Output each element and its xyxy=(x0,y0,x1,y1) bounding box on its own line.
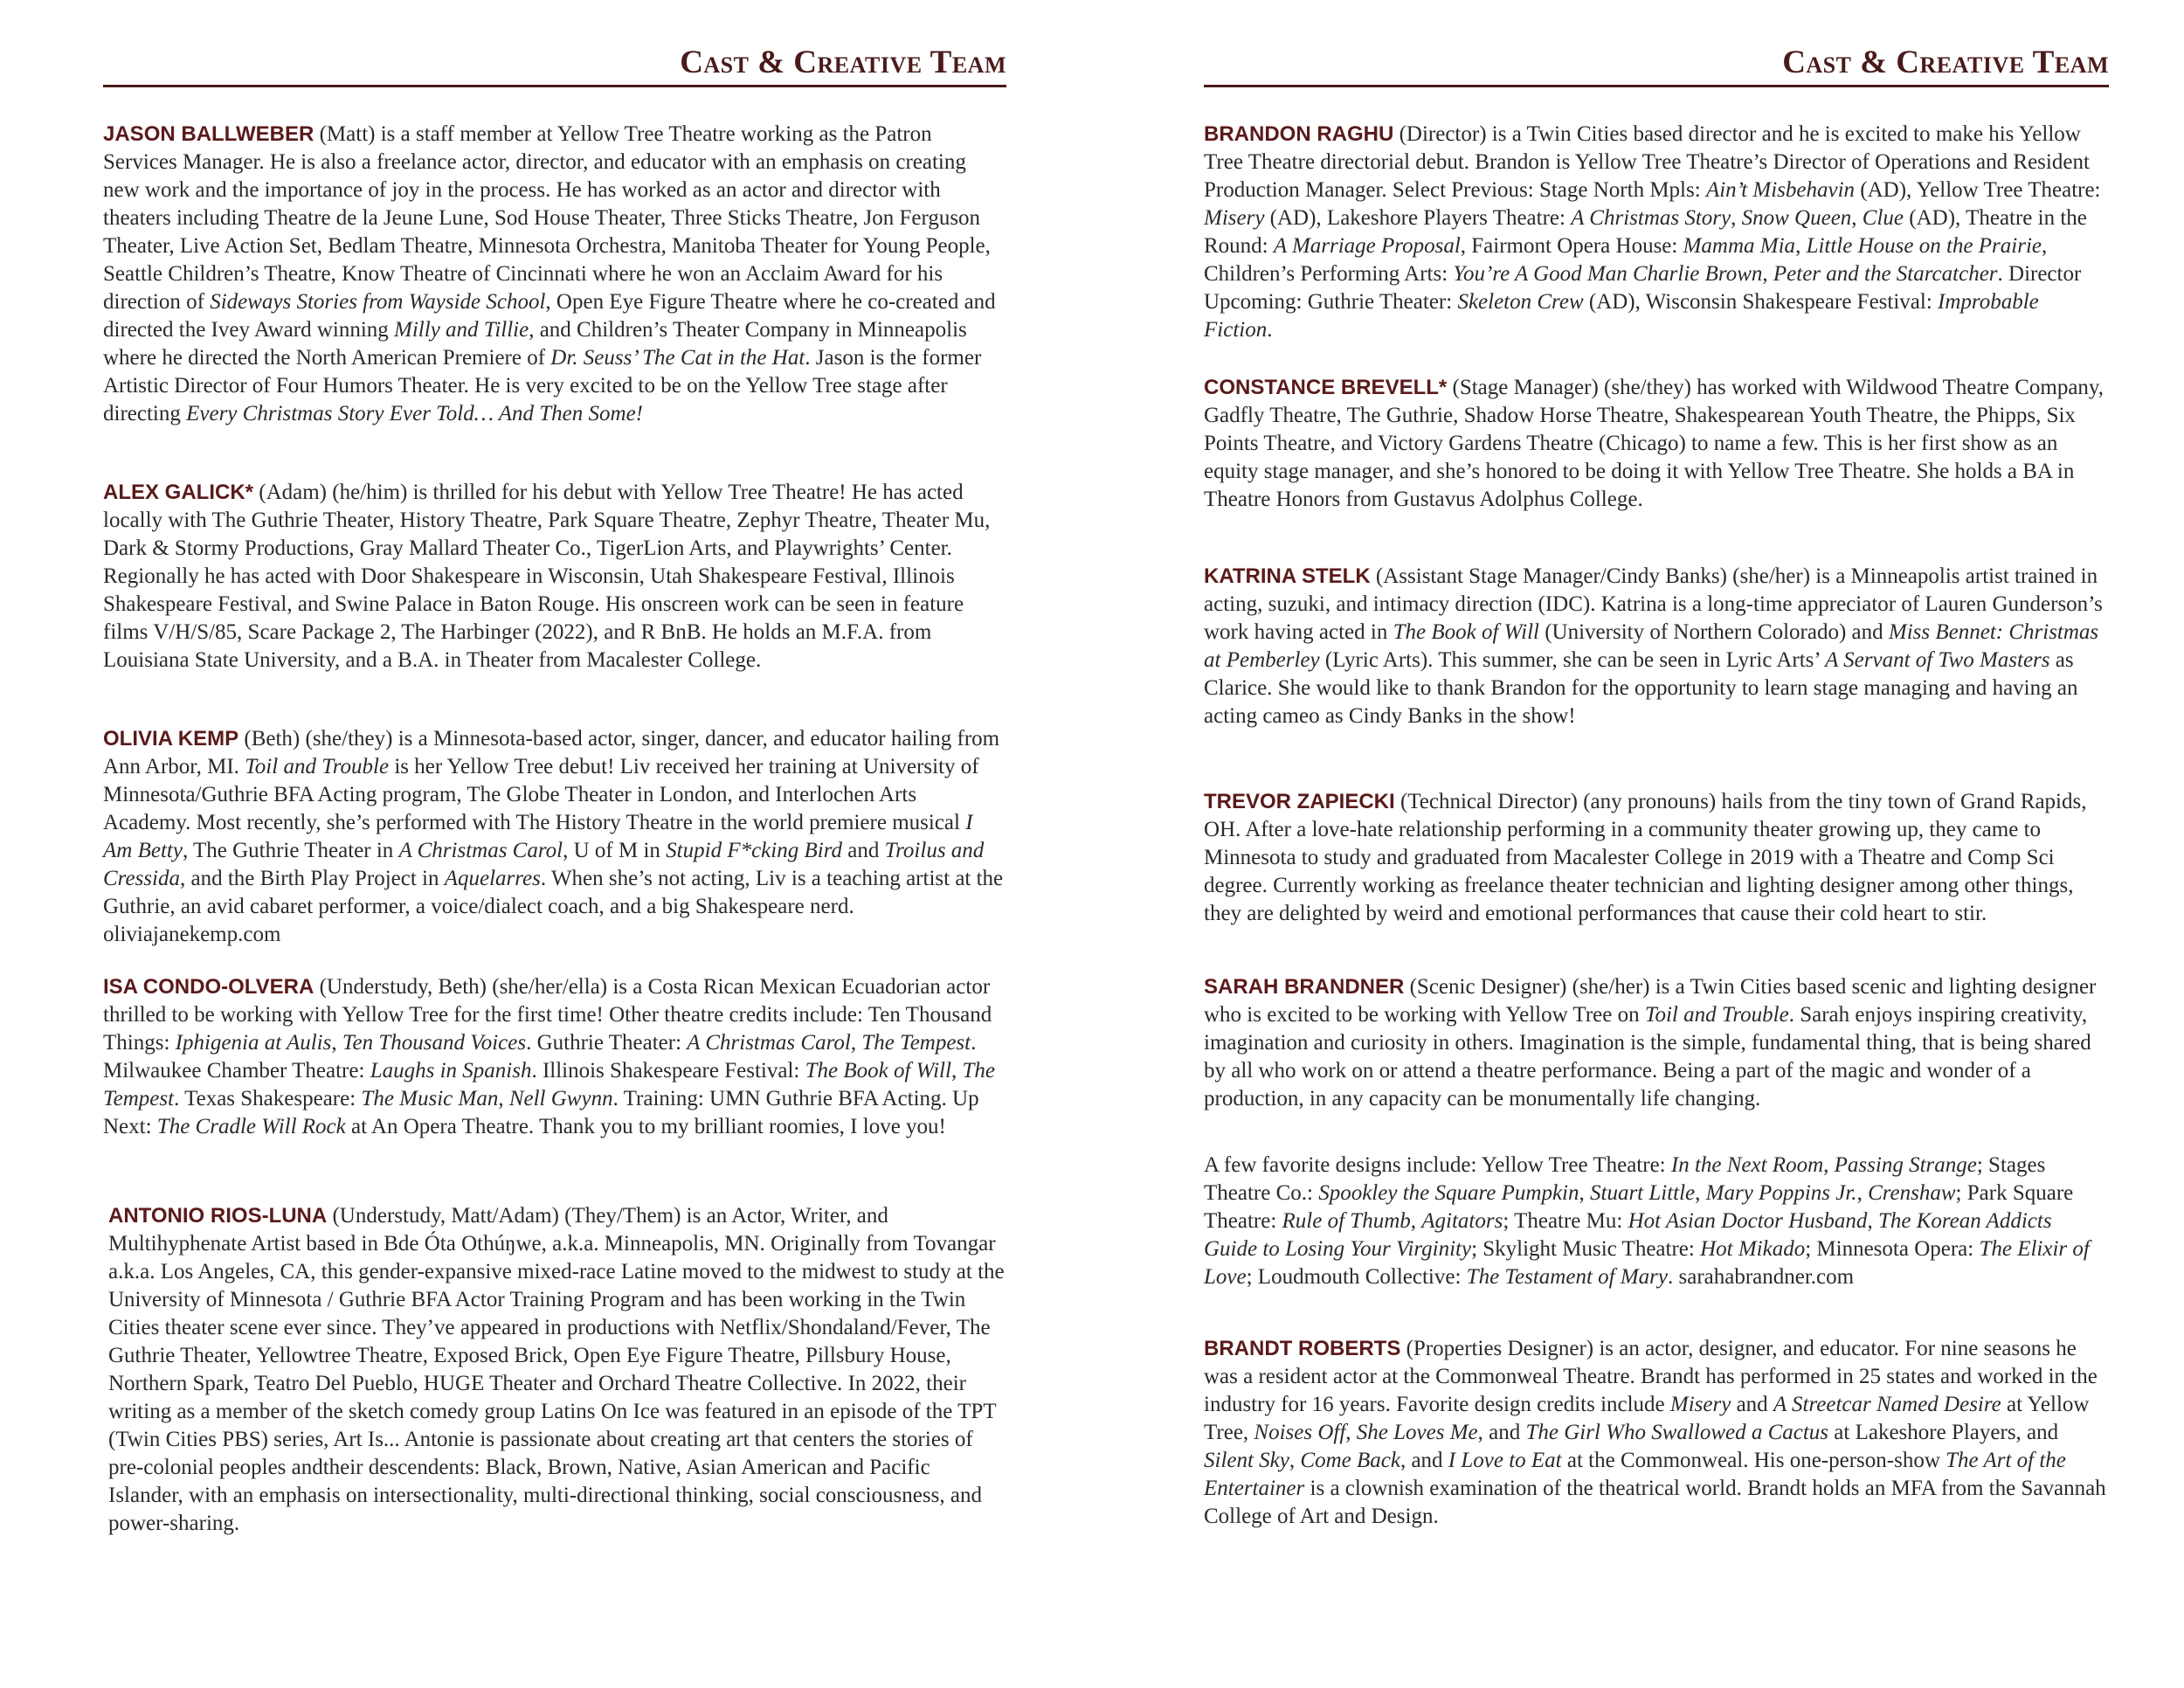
work-title: She Loves Me xyxy=(1356,1421,1478,1444)
bio-text: . Director Upcoming: Guthrie Theater: xyxy=(1204,262,2082,314)
bio-text: and xyxy=(842,839,885,862)
work-title: The Art of the Entertainer xyxy=(1204,1449,2066,1500)
work-title: Misery xyxy=(1204,206,1265,230)
work-title: The Girl Who Swallowed a Cactus xyxy=(1525,1421,1829,1444)
work-title: Troilus and Cressida xyxy=(103,839,985,890)
bio-text: and xyxy=(1731,1393,1773,1416)
work-title: Toil and Trouble xyxy=(1644,1003,1789,1027)
work-title: Mamma Mia xyxy=(1683,234,1796,258)
work-title: The Music Man xyxy=(361,1087,499,1110)
work-title: Misery xyxy=(1669,1393,1731,1416)
work-title: Passing Strange xyxy=(1834,1153,1977,1177)
cast-name: ALEX GALICK* xyxy=(103,481,254,504)
bio-text: (Stage Manager) (she/they) has worked with Wildwood Theatre Company, Gadfly Theatre, The Guthrie, Shadow Horse Theatre, Shakespearean Youth Theatre, the Phipps, Six Points Theatre, and Victory Gardens Theatre (Chicago) to name a few. This is her first show as an equity stage manager, and she’s honored to be doing it with Yellow Tree Theatre. She holds a BA in Theatre Honors from Gustavus Adolphus College. xyxy=(1204,376,2105,511)
work-title: A Christmas Carol, The Tempest xyxy=(687,1031,971,1055)
bio-text: (Assistant Stage Manager/Cindy Banks) (she/her) is a Minneapolis artist trained in acting, suzuki, and intimacy direction (IDC). Katrina is a long-time appreciator of Lauren Gunderson’s work having acted in xyxy=(1204,564,2103,644)
bio-text: , Fairmont Opera House: xyxy=(1460,234,1683,258)
work-title: Spookley the Square Pumpkin xyxy=(1318,1181,1579,1205)
work-title: Every Christmas Story Ever Told… And Then Some! xyxy=(186,402,643,425)
bio-text: (Technical Director) (any pronouns) hails from the tiny town of Grand Rapids, OH. After a love-hate relationship performing in a community theater growing up, they came to Minnesota to study and graduated from Macalester College in 2019 with a Theatre and Comp Sci degree. Currently working as freelance theater technician and lighting designer among other things, they are delighted by weird and emotional performances that cause their cold heart to stir. xyxy=(1204,790,2087,925)
bio-constance-brevell xyxy=(1204,374,2109,514)
work-title: The Tempest xyxy=(103,1059,995,1110)
cast-name: KATRINA STELK xyxy=(1204,564,1371,588)
bio-text: , and xyxy=(1400,1449,1448,1472)
work-title: Clue xyxy=(1862,206,1904,230)
bio-text: , xyxy=(331,1031,342,1055)
bio-text: (Properties Designer) is an actor, designer, and educator. For nine seasons he was a resident actor at the Commonweal Theatre. Brandt has performed in 25 states and worked in the industry for 16 years. Favorite design credits include xyxy=(1204,1337,2098,1416)
bio-text: , xyxy=(1823,1153,1835,1177)
bio-text: . Training: UMN Guthrie BFA Acting. Up Next: xyxy=(103,1087,979,1138)
bio-text: , xyxy=(1410,1209,1422,1233)
work-title: Agitators xyxy=(1421,1209,1503,1233)
work-title: A Christmas Carol xyxy=(398,839,563,862)
bio-isa-condo-olvera xyxy=(103,973,1006,1141)
work-title: Little House on the Prairie xyxy=(1806,234,2042,258)
bio-text: at the Commonweal. His one-person-show xyxy=(1561,1449,1946,1472)
work-title: Hot Asian Doctor Husband xyxy=(1628,1209,1868,1233)
work-title: A Christmas Story xyxy=(1571,206,1731,230)
bio-text: . sarahabrandner.com xyxy=(1668,1265,1855,1289)
bio-sarah-brandner-designs xyxy=(1204,1152,2109,1291)
bio-text: , xyxy=(1731,206,1742,230)
bio-text: (Beth) (she/they) is a Minnesota-based actor, singer, dancer, and educator hailing from Ann Arbor, MI. xyxy=(103,727,1000,778)
bio-text: (AD), Lakeshore Players Theatre: xyxy=(1264,206,1572,230)
bio-text: (AD), Theatre in the Round: xyxy=(1204,206,2087,258)
bio-text: , xyxy=(1795,234,1807,258)
bio-text: (Scenic Designer) (she/her) is a Twin Cities based scenic and lighting designer who is excited to be working with Yellow Tree on xyxy=(1204,975,2097,1027)
left-page xyxy=(103,0,1006,1688)
bio-katrina-stelk xyxy=(1204,563,2109,730)
work-title: Toil and Trouble xyxy=(245,755,390,778)
work-title: Laughs in Spanish xyxy=(370,1059,532,1083)
work-title: Sideways Stories from Wayside School xyxy=(210,290,546,314)
bio-text: , and xyxy=(1477,1421,1526,1444)
work-title: Stuart Little xyxy=(1590,1181,1696,1205)
bio-text: (Adam) (he/him) is thrilled for his debut with Yellow Tree Theatre! He has acted locally with The Guthrie Theater, History Theatre, Park Square Theatre, Zephyr Theatre, Theater Mu, Dark & Stormy Productions, Gray Mallard Theater Co., TigerLion Arts, and Playwrights’ Center. Regionally he has acted with Door Shakespeare in Wisconsin, Utah Shakespeare Festival, Illinois Shakespeare Festival, and Swine Palace in Baton Rouge. His onscreen work can be seen in feature films V/H/S/85, Scare Package 2, The Harbinger (2022), and R BnB. He holds an M.F.A. from Louisiana State University, and a B.A. in Theater from Macalester College. xyxy=(103,481,991,672)
bio-text: , xyxy=(1762,262,1773,286)
bio-text: ; Theatre Mu: xyxy=(1503,1209,1628,1233)
bio-text: . Texas Shakespeare: xyxy=(174,1087,362,1110)
bio-text: , The Guthrie Theater in xyxy=(182,839,399,862)
cast-name: CONSTANCE BREVELL* xyxy=(1204,376,1448,399)
work-title: Peter and the Starcatcher xyxy=(1773,262,1998,286)
work-title: The Cradle Will Rock xyxy=(156,1115,346,1138)
page-title: Cast & Creative Team xyxy=(1782,45,2109,80)
cast-name: TREVOR ZAPIECKI xyxy=(1204,790,1395,813)
bio-text: at Yellow Tree, xyxy=(1204,1393,2090,1444)
bio-text: . Illinois Shakespeare Festival: xyxy=(531,1059,805,1083)
bio-text: . Jason is the former Artistic Director of Four Humors Theater. He is very excited to be on the Yellow Tree stage after directing xyxy=(103,346,982,425)
work-title: A Marriage Proposal xyxy=(1273,234,1461,258)
bio-text: , Open Eye Figure Theatre where he co-created and directed the Ivey Award winning xyxy=(103,290,996,342)
work-title: Skeleton Crew xyxy=(1457,290,1584,314)
work-title: Come Back xyxy=(1300,1449,1400,1472)
bio-text: . Milwaukee Chamber Theatre: xyxy=(103,1031,977,1083)
bio-text: (AD), Yellow Tree Theatre: xyxy=(1855,178,2101,202)
work-title: I Am Betty xyxy=(103,811,973,862)
cast-name: ISA CONDO-OLVERA xyxy=(103,975,314,999)
work-title: Dr. Seuss’ The Cat in the Hat xyxy=(550,346,805,370)
bio-text: (Director) is a Twin Cities based director and he is excited to make his Yellow Tree Theatre directorial debut. Brandon is Yellow Tree Theatre’s Director of Operations and Resident Production Manager. Select Previous: Stage North Mpls: xyxy=(1204,122,2090,202)
work-title: Aquelarres xyxy=(444,867,541,890)
bio-text: , U of M in xyxy=(563,839,667,862)
page-header xyxy=(103,44,1006,87)
bio-text: ; Loudmouth Collective: xyxy=(1246,1265,1467,1289)
cast-name: BRANDT ROBERTS xyxy=(1204,1337,1401,1360)
work-title: Noises Off xyxy=(1254,1421,1346,1444)
cast-name: SARAH BRANDNER xyxy=(1204,975,1405,999)
work-title: Miss Bennet: Christmas at Pemberley xyxy=(1204,620,2099,672)
work-title: The Book of Will xyxy=(1393,620,1539,644)
bio-jason-ballweber xyxy=(103,121,1006,428)
bio-trevor-zapiecki xyxy=(1204,788,2109,928)
bio-text: , Children’s Performing Arts: xyxy=(1204,234,2048,286)
work-title: Iphigenia at Aulis xyxy=(175,1031,332,1055)
work-title: Hot Mikado xyxy=(1700,1237,1806,1261)
bio-text: (University of Northern Colorado) and xyxy=(1538,620,1889,644)
bio-text: , xyxy=(1851,206,1863,230)
bio-text: is a clownish examination of the theatrical world. Brandt holds an MFA from the Savannah College of Art and Design. xyxy=(1204,1477,2106,1528)
work-title: Silent Sky xyxy=(1204,1449,1289,1472)
work-title: The Testament of Mary xyxy=(1466,1265,1668,1289)
work-title: A Servant of Two Masters xyxy=(1825,648,2050,672)
bio-text: , and the Birth Play Project in xyxy=(179,867,445,890)
bio-text: , xyxy=(1579,1181,1590,1205)
work-title: Rule of Thumb xyxy=(1282,1209,1411,1233)
work-title: The Book of Will xyxy=(805,1059,951,1083)
bio-brandon-raghu xyxy=(1204,121,2109,344)
bio-brandt-roberts xyxy=(1204,1335,2109,1531)
cast-name: JASON BALLWEBER xyxy=(103,122,314,146)
bio-text: , xyxy=(1289,1449,1301,1472)
work-title: The Korean Addicts Guide to Losing Your Virginity xyxy=(1204,1209,2052,1261)
bio-text: ; Skylight Music Theatre: xyxy=(1471,1237,1701,1261)
bio-text: , xyxy=(950,1059,963,1083)
bio-olivia-kemp xyxy=(103,725,1006,949)
bio-sarah-brandner xyxy=(1204,973,2109,1113)
work-title: Improbable Fiction xyxy=(1204,290,2039,342)
bio-text: , xyxy=(1345,1421,1357,1444)
work-title: Crenshaw xyxy=(1868,1181,1956,1205)
bio-text: (Understudy, Matt/Adam) (They/Them) is an Actor, Writer, and Multihyphenate Artist based in Bde Óta Othúŋwe, a.k.a. Minneapolis, MN. Originally from Tovangar a.k.a. Los Angeles, CA, this gender-expansive mixed-race Latine moved to the midwest to study at the University of Minnesota / Guthrie BFA Actor Training Program and has been working in the Twin Cities theater scene ever since. They’ve appeared in productions with Netflix/Shondaland/Fever, The Guthrie Theater, Yellowtree Theatre, Exposed Brick, Open Eye Figure Theatre, Pillsbury House, Northern Spark, Teatro Del Pueblo, HUGE Theater and Orchard Theatre Collective. In 2022, their writing as a member of the sketch comedy group Latins On Ice was featured in an episode of the TPT (Twin Cities PBS) series, Art Is... Antonie is passionate about creating art that centers the stories of pre-colonial peoples andtheir descendents: Black, Brown, Native, Asian American and Pacific Islander, with an emphasis on intersectionality, multi-directional thinking, social consciousness, and power-sharing. xyxy=(108,1204,1005,1535)
bio-antonio-rios-luna xyxy=(108,1202,1006,1538)
bio-text: , xyxy=(1856,1181,1869,1205)
right-page xyxy=(1204,0,2109,1688)
bio-text: . Sarah enjoys inspiring creativity, imagination and curiosity in others. Imagination is the simple, fundamental thing, that is being shared by all who work on or attend a theatre performance. Being a part of the magic and wonder of a production, in any capacity can be monumentally life changing. xyxy=(1204,1003,2091,1110)
bio-text: (Lyric Arts). This summer, she can be seen in Lyric Arts’ xyxy=(1319,648,1826,672)
bio-text: . Guthrie Theater: xyxy=(526,1031,688,1055)
bio-text: ; Stages Theatre Co.: xyxy=(1204,1153,2046,1205)
work-title: I Love to Eat xyxy=(1448,1449,1562,1472)
bio-text: as Clarice. She would like to thank Brandon for the opportunity to learn stage managing and having an acting cameo as Cindy Banks in the show! xyxy=(1204,648,2078,728)
bio-alex-galick xyxy=(103,479,1006,675)
bio-text: (Understudy, Beth) (she/her/ella) is a Costa Rican Mexican Ecuadorian actor thrilled to be working with Yellow Tree for the first time! Other theatre credits include: Ten Thousand Things: xyxy=(103,975,992,1055)
bio-text: (AD), Wisconsin Shakespeare Festival: xyxy=(1583,290,1939,314)
work-title: Milly and Tillie xyxy=(394,318,529,342)
work-title: In the Next Room xyxy=(1670,1153,1824,1177)
bio-text: at An Opera Theatre. Thank you to my brilliant roomies, I love you! xyxy=(345,1115,946,1138)
cast-name: BRANDON RAGHU xyxy=(1204,122,1394,146)
bio-text: , xyxy=(498,1087,509,1110)
bio-text: , and Children’s Theater Company in Minneapolis where he directed the North American Premiere of xyxy=(103,318,967,370)
cast-name: OLIVIA KEMP xyxy=(103,727,239,751)
bio-text: , xyxy=(1867,1209,1878,1233)
bio-text: . When she’s not acting, Liv is a teaching artist at the Guthrie, an avid cabaret performer, a voice/dialect coach, and a big Shakespeare nerd. oliviajanekemp.com xyxy=(103,867,1004,946)
page-title: Cast & Creative Team xyxy=(680,45,1006,80)
work-title: Ten Thousand Voices xyxy=(342,1031,527,1055)
bio-text: . xyxy=(1267,318,1273,342)
bio-text: at Lakeshore Players, and xyxy=(1828,1421,2059,1444)
work-title: Mary Poppins Jr. xyxy=(1705,1181,1857,1205)
bio-text: ; Minnesota Opera: xyxy=(1805,1237,1980,1261)
work-title: A Streetcar Named Desire xyxy=(1773,1393,2001,1416)
bio-text: , xyxy=(1695,1181,1706,1205)
work-title: The Elixir of Love xyxy=(1204,1237,2090,1289)
bio-text: A few favorite designs include: Yellow Tree Theatre: xyxy=(1204,1153,1671,1177)
work-title: Snow Queen xyxy=(1741,206,1852,230)
bio-text: ; Park Square Theatre: xyxy=(1204,1181,2074,1233)
work-title: You’re A Good Man Charlie Brown xyxy=(1453,262,1763,286)
bio-text: is her Yellow Tree debut! Liv received her training at University of Minnesota/Guthrie BFA Acting program, The Globe Theater in London, and Interlochen Arts Academy. Most recently, she’s performed with The History Theatre in the world premiere musical xyxy=(103,755,979,834)
bio-text: (Matt) is a staff member at Yellow Tree Theatre working as the Patron Services Manager. He is also a freelance actor, director, and educator with an emphasis on creating new work and the importance of joy in the process. He has worked as an actor and director with theaters including Theatre de la Jeune Lune, Sod House Theater, Three Sticks Theatre, Jon Ferguson Theater, Live Action Set, Bedlam Theatre, Minnesota Orchestra, Manitoba Theater for Young People, Seattle Children’s Theatre, Know Theatre of Cincinnati where he won an Acclaim Award for his direction of xyxy=(103,122,991,314)
page-header xyxy=(1204,44,2109,87)
work-title: Stupid F*cking Bird xyxy=(666,839,842,862)
cast-name: ANTONIO RIOS-LUNA xyxy=(108,1204,328,1228)
work-title: Ain’t Misbehavin xyxy=(1705,178,1856,202)
work-title: Nell Gwynn xyxy=(508,1087,613,1110)
